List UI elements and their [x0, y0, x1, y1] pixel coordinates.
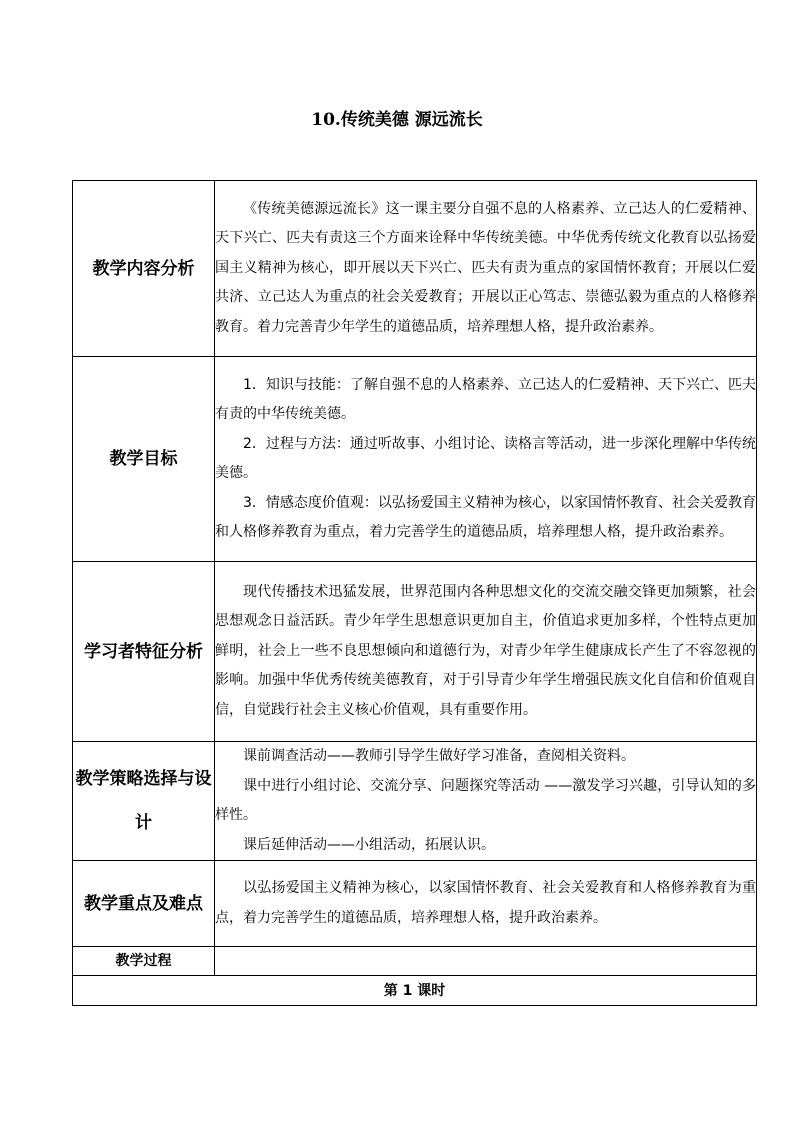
document-title: 10.传统美德 源远流长 [311, 110, 483, 130]
paragraph: 课中进行小组讨论、交流分享、问题探究等活动 ——激发学习兴趣，引导认知的多样性。 [215, 777, 756, 823]
paragraph: 课前调查活动——教师引导学生做好学习准备，查阅相关资料。 [243, 748, 635, 764]
paragraph: 2．过程与方法：通过听故事、小组讨论、读格言等活动，进一步深化理解中华传统美德。 [215, 435, 756, 481]
row-label-learner-analysis: 学习者特征分析 [73, 562, 215, 742]
table-row [73, 742, 757, 861]
row-label-content-analysis: 教学内容分析 [73, 181, 215, 357]
table-row [73, 861, 757, 947]
paragraph: 以弘扬爱国主义精神为核心，以家国情怀教育、社会关爱教育和人格修养教育为重点，着力完善学生的道德品质，培养理想人格，提升政治素养。 [215, 880, 756, 926]
row-label-key-points: 教学重点及难点 [73, 861, 215, 947]
row-content-key-points [215, 861, 757, 947]
table-row [73, 562, 757, 742]
row-label-objectives: 教学目标 [73, 357, 215, 562]
lesson-plan-table [72, 180, 757, 1006]
table-row [73, 947, 757, 976]
row-content-strategy [215, 742, 757, 861]
paragraph: 《传统美德源远流长》这一课主要分自强不息的人格素养、立己达人的仁爱精神、天下兴亡、匹夫有责这三个方面来诠释中华传统美德。中华优秀传统文化教育以弘扬爱国主义精神为核心，即开展以天下兴亡、匹夫有责为重点的家国情怀教育；开展以仁爱共济、立己达人为重点的社会关爱教育；开展以正心笃志、崇德弘毅为重点的人格修养教育。着力完善青少年学生的道德品质，培养理想人格，提升政治素养。 [215, 200, 756, 335]
paragraph: 现代传播技术迅猛发展，世界范围内各种思想文化的交流交融交锋更加频繁，社会思想观念日益活跃。青少年学生思想意识更加自主，价值追求更加多样，个性特点更加鲜明，社会上一些不良思想倾向和道德行为，对青少年学生健康成长产生了不容忽视的影响。加强中华优秀传统美德教育，对于引导青少年学生增强民族文化自信和价值观自信，自觉践行社会主义核心价值观，具有重要作用。 [215, 583, 756, 718]
row-content-content-analysis [215, 181, 757, 357]
row-content-learner-analysis [215, 562, 757, 742]
table-row [73, 181, 757, 357]
paragraph: 3．情感态度价值观：以弘扬爱国主义精神为核心，以家国情怀教育、社会关爱教育和人格修养教育为重点，着力完善学生的道德品质，培养理想人格，提升政治素养。 [215, 494, 756, 540]
table-row [73, 976, 757, 1006]
row-content-objectives [215, 357, 757, 562]
paragraph: 1．知识与技能：了解自强不息的人格素养、立己达人的仁爱精神、天下兴亡、匹夫有责的中华传统美德。 [215, 376, 756, 422]
row-label-teaching-process: 教学过程 [73, 947, 215, 976]
row-content-teaching-process [215, 947, 757, 976]
lesson-number-header: 第 1 课时 [73, 976, 757, 1006]
paragraph: 课后延伸活动——小组活动，拓展认识。 [243, 836, 495, 853]
table-row [73, 357, 757, 562]
row-label-strategy: 教学策略选择与设计 [73, 742, 215, 861]
